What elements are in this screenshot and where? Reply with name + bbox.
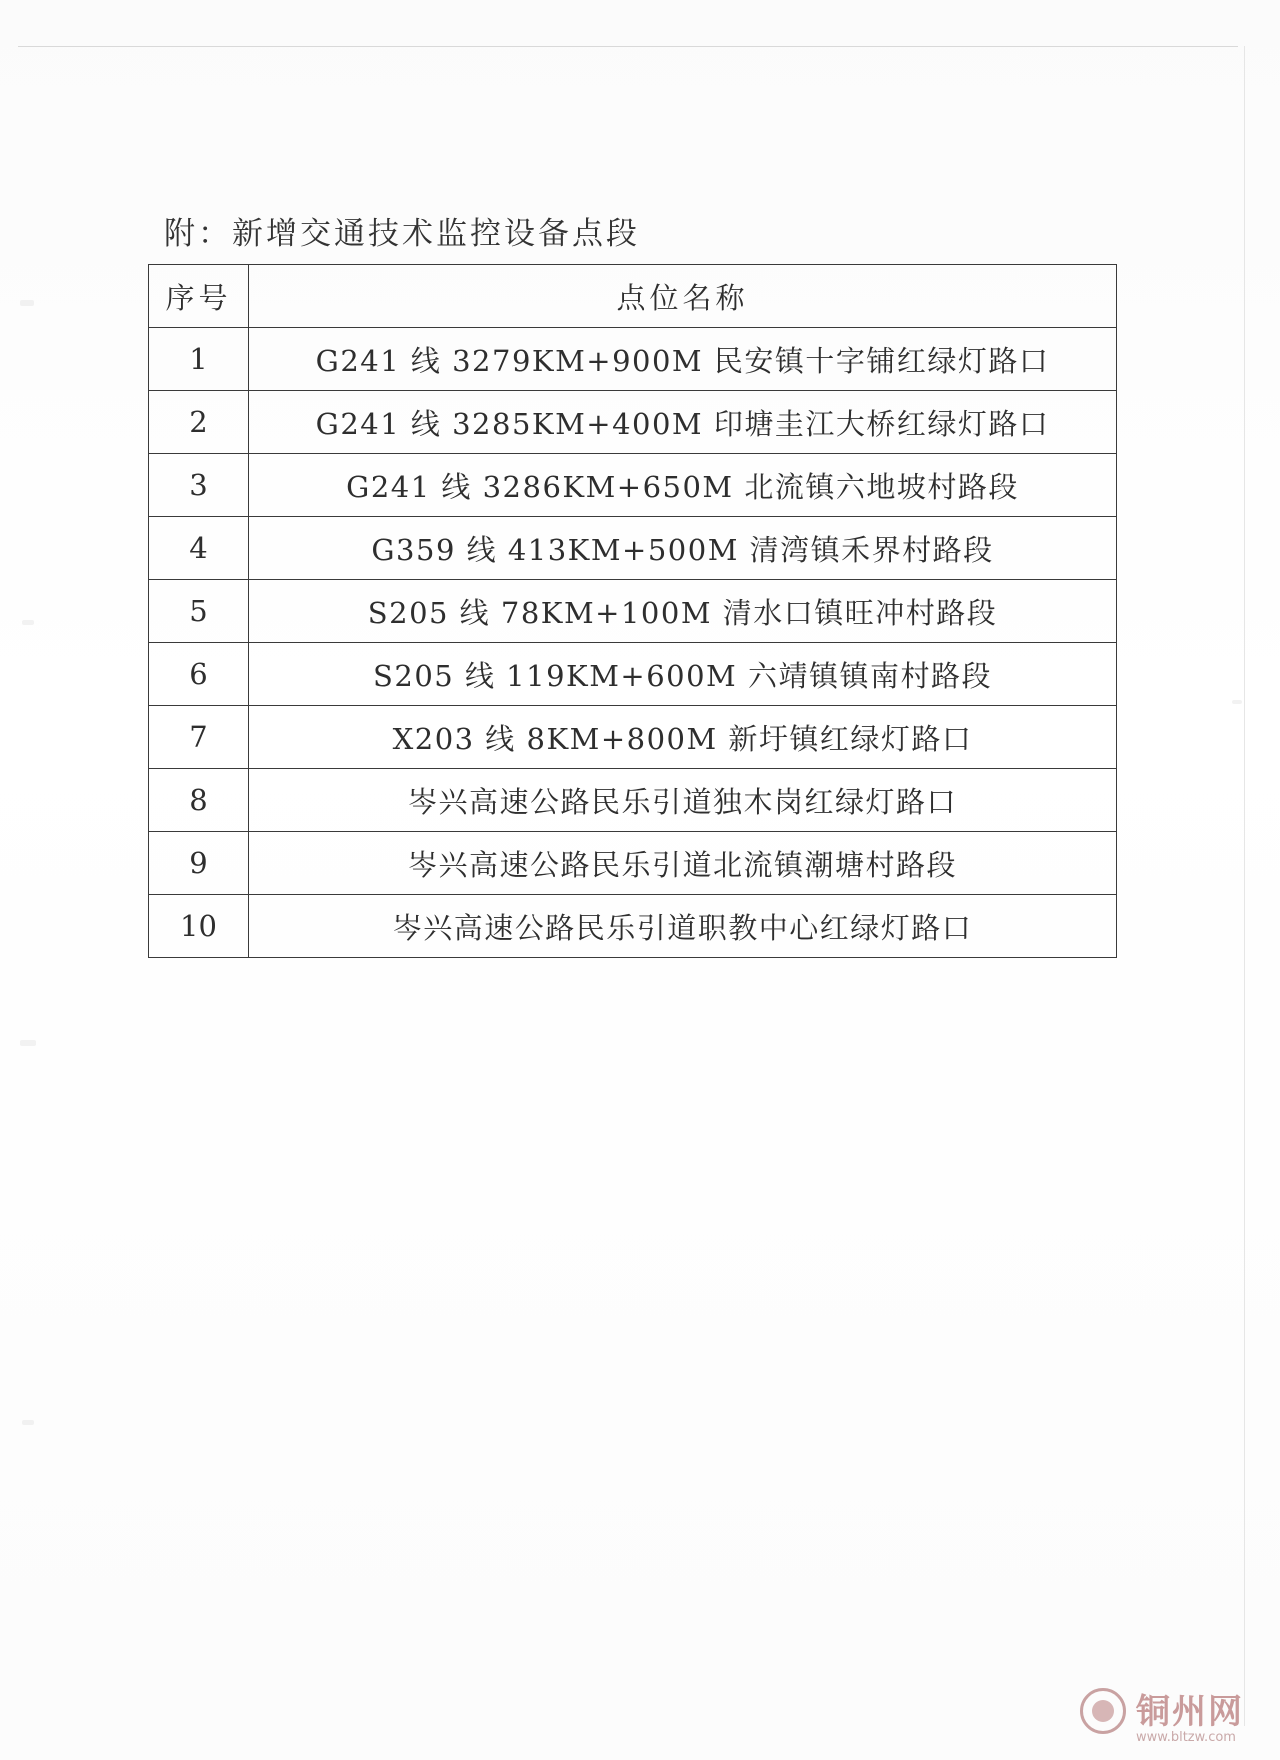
scan-mark xyxy=(1232,700,1242,704)
table-row xyxy=(149,706,1117,769)
cell-serial-number: 7 xyxy=(149,706,249,769)
cell-point-name: G359 线 413KM+500M 清湾镇禾界村路段 xyxy=(249,517,1117,580)
cell-serial-number: 8 xyxy=(149,769,249,832)
cell-serial-number: 10 xyxy=(149,895,249,958)
document-title: 附：新增交通技术监控设备点段 xyxy=(164,216,640,252)
watermark-url: www.bltzw.com xyxy=(1136,1730,1236,1745)
table-row xyxy=(149,391,1117,454)
table-row xyxy=(149,832,1117,895)
page-right-edge xyxy=(1244,46,1245,1726)
cell-point-name: S205 线 119KM+600M 六靖镇镇南村路段 xyxy=(249,643,1117,706)
cell-serial-number: 2 xyxy=(149,391,249,454)
site-watermark xyxy=(1072,1680,1272,1752)
cell-serial-number: 9 xyxy=(149,832,249,895)
cell-serial-number: 1 xyxy=(149,328,249,391)
table-row xyxy=(149,328,1117,391)
table-row xyxy=(149,517,1117,580)
cell-point-name: 岑兴高速公路民乐引道职教中心红绿灯路口 xyxy=(249,895,1117,958)
scan-mark xyxy=(22,620,34,625)
table-row xyxy=(149,643,1117,706)
scan-mark xyxy=(22,1420,34,1425)
cell-serial-number: 6 xyxy=(149,643,249,706)
cell-serial-number: 5 xyxy=(149,580,249,643)
table-row xyxy=(149,580,1117,643)
table-row xyxy=(149,895,1117,958)
cell-point-name: X203 线 8KM+800M 新圩镇红绿灯路口 xyxy=(249,706,1117,769)
watermark-seal-icon xyxy=(1080,1688,1126,1734)
page-top-edge xyxy=(18,46,1238,47)
cell-point-name: 岑兴高速公路民乐引道独木岗红绿灯路口 xyxy=(249,769,1117,832)
cell-point-name: S205 线 78KM+100M 清水口镇旺冲村路段 xyxy=(249,580,1117,643)
cell-serial-number: 3 xyxy=(149,454,249,517)
table-row xyxy=(149,454,1117,517)
cell-point-name: G241 线 3285KM+400M 印塘圭江大桥红绿灯路口 xyxy=(249,391,1117,454)
table-header-row xyxy=(149,265,1117,328)
header-point-name: 点位名称 xyxy=(249,265,1117,328)
scan-mark xyxy=(20,1040,36,1046)
cell-serial-number: 4 xyxy=(149,517,249,580)
scan-mark xyxy=(20,300,34,306)
watermark-site-name: 铜州网 xyxy=(1136,1692,1244,1732)
cell-point-name: G241 线 3279KM+900M 民安镇十字铺红绿灯路口 xyxy=(249,328,1117,391)
header-serial-number: 序号 xyxy=(149,265,249,328)
cell-point-name: 岑兴高速公路民乐引道北流镇潮塘村路段 xyxy=(249,832,1117,895)
table-row xyxy=(149,769,1117,832)
cell-point-name: G241 线 3286KM+650M 北流镇六地坡村路段 xyxy=(249,454,1117,517)
monitoring-points-table xyxy=(148,264,1117,958)
